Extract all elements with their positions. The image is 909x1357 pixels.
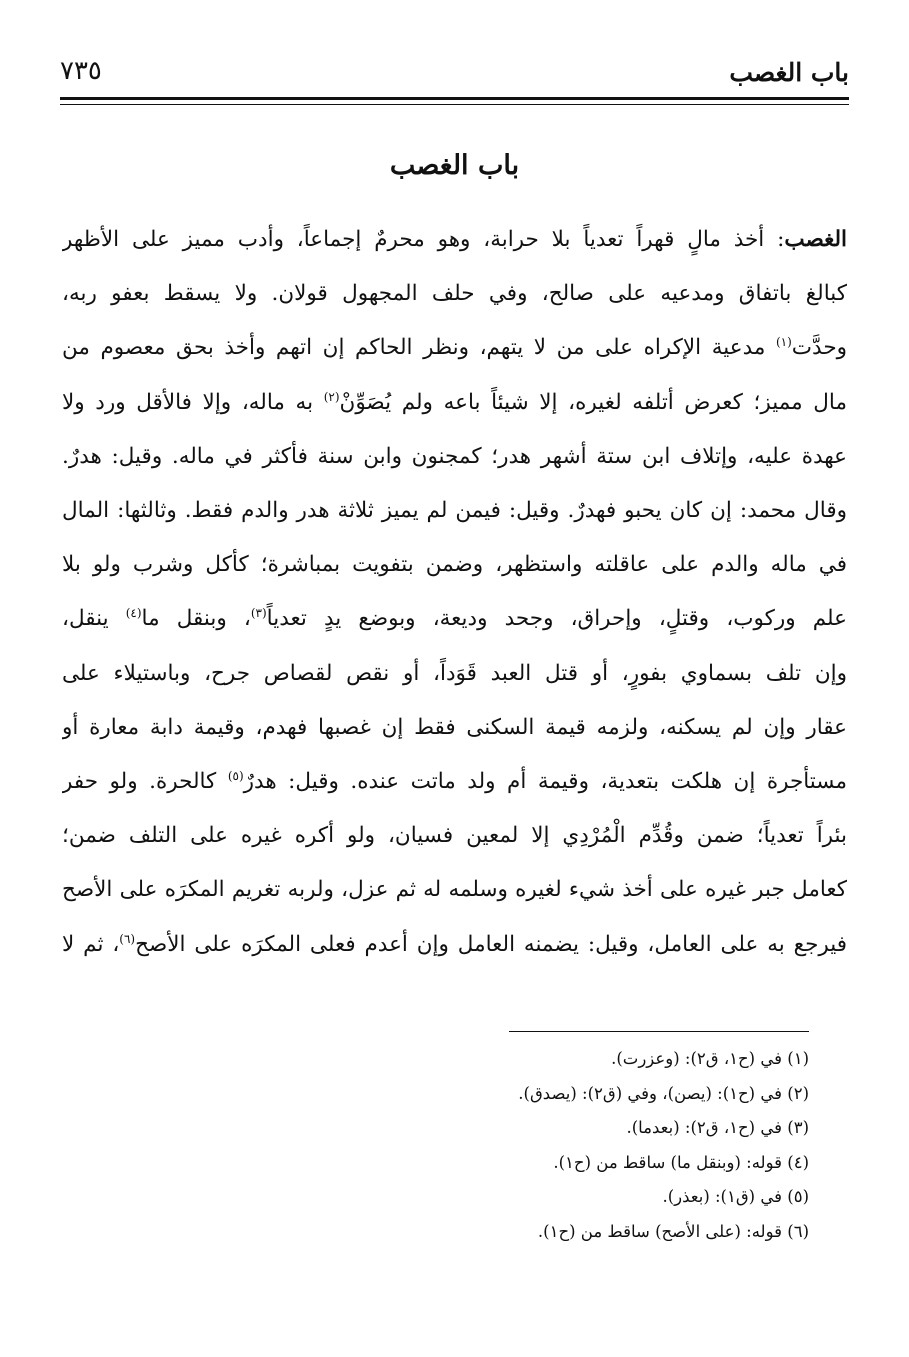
text-line: فيرجع به على العامل، وقيل: يضمنه العامل وإن أعدم فعلى المكرَه على الأصح$^{(٦)}$، ثم لا (62, 931, 847, 957)
footnote-marker: (٥) (227, 768, 244, 783)
running-title: باب الغصب (729, 58, 849, 87)
header-rule-thin (60, 104, 849, 105)
footnote-marker: (٦) (119, 931, 136, 946)
footnote: (٦) قوله: (على الأصح) ساقط من (ح١). (537, 1221, 809, 1241)
text-line: عهدة عليه، وإتلاف ابن ستة أشهر هدر؛ كمجنون وابن سنة فأكثر في ماله. وقيل: هدرٌ. (62, 443, 847, 469)
footnote-marker: (٣) (250, 606, 267, 621)
header-rule-thick (60, 97, 849, 100)
text-line: مال مميز؛ كعرض أتلفه لغيره، إلا شيئاً باعه ولم يُصَوِّنْ$^{(٢)}$ به ماله، وإلا فالأقل ورد ولا (62, 389, 847, 415)
footnote-marker: (١) (775, 335, 792, 350)
page-number: ٧٣٥ (60, 56, 102, 86)
text-line: في ماله والدم على عاقلته واستظهر، وضمن بتفويت بمباشرة؛ كأكل وشرب ولو بلا (62, 552, 847, 578)
footnote: (٤) قوله: (وبنقل ما) ساقط من (ح١). (553, 1152, 809, 1172)
defined-term: الغصب (784, 227, 847, 252)
chapter-title: باب الغصب (389, 150, 520, 181)
text-line: وإن تلف بسماوي بفورٍ، أو قتل العبد قَوَداً، أو نقص لقصاص جرح، وباستيلاء على (62, 660, 847, 686)
text-line: كعامل جبر غيره على أخذ شيء لغيره وسلمه له ثم عزل، ولربه تغريم المكرَه على الأصح (62, 877, 847, 903)
body-text (62, 213, 847, 972)
text-line: الغصب: أخذ مالٍ قهراً تعدياً بلا حرابة، وهو محرمٌ إجماعاً، وأدب مميز على الأظهر (62, 227, 847, 252)
text-line: وحدَّت$^{(١)}$ مدعية الإكراه على من لا يتهم، ونظر الحاكم إن اتهم وأخذ بحق معصوم من (62, 335, 847, 361)
footnote: (٢) في (ح١): (يصن)، وفي (ق٢): (يصدق). (518, 1083, 809, 1103)
footnotes (100, 1042, 809, 1249)
text-line: وقال محمد: إن كان يحبو فهدرٌ. وقيل: فيمن لم يميز ثلاثة هدر والدم فقط. وثالثها: المال (62, 498, 847, 524)
text-line: بئراً تعدياً؛ ضمن وقُدِّم الْمُرْدِي إلا لمعين فسيان، ولو أكره غيره على التلف ضمن؛ (62, 823, 847, 849)
running-header (60, 52, 849, 96)
footnote-separator (509, 1031, 809, 1032)
footnote-marker: (٢) (323, 389, 340, 404)
footnote: (٥) في (ق١): (بعذر). (662, 1187, 809, 1206)
footnote: (٣) في (ح١، ق٢): (بعدما). (626, 1118, 809, 1137)
text-line: كبالغ باتفاق ومدعيه على صالح، وفي حلف المجهول قولان. ولا يسقط بعفو ربه، (62, 281, 847, 307)
text-line: مستأجرة إن هلكت بتعدية، وقيمة أم ولد ماتت عنده. وقيل: هدرٌ$^{(٥)}$ كالحرة. ولو حفر (62, 768, 847, 795)
footnote-marker: (٤) (125, 606, 142, 621)
text-line: علم وركوب، وقتلٍ، وإحراق، وجحد وديعة، وبوضع يدٍ تعدياً$^{(٣)}$، وبنقل ما$^{(٤)}$ ينقل، (62, 606, 847, 632)
text-line: عقار وإن لم يسكنه، ولزمه قيمة السكنى فقط إن غصبها فهدم، وقيمة دابة معارة أو (62, 714, 847, 740)
footnote: (١) في (ح١، ق٢): (وعزرت). (611, 1049, 809, 1068)
